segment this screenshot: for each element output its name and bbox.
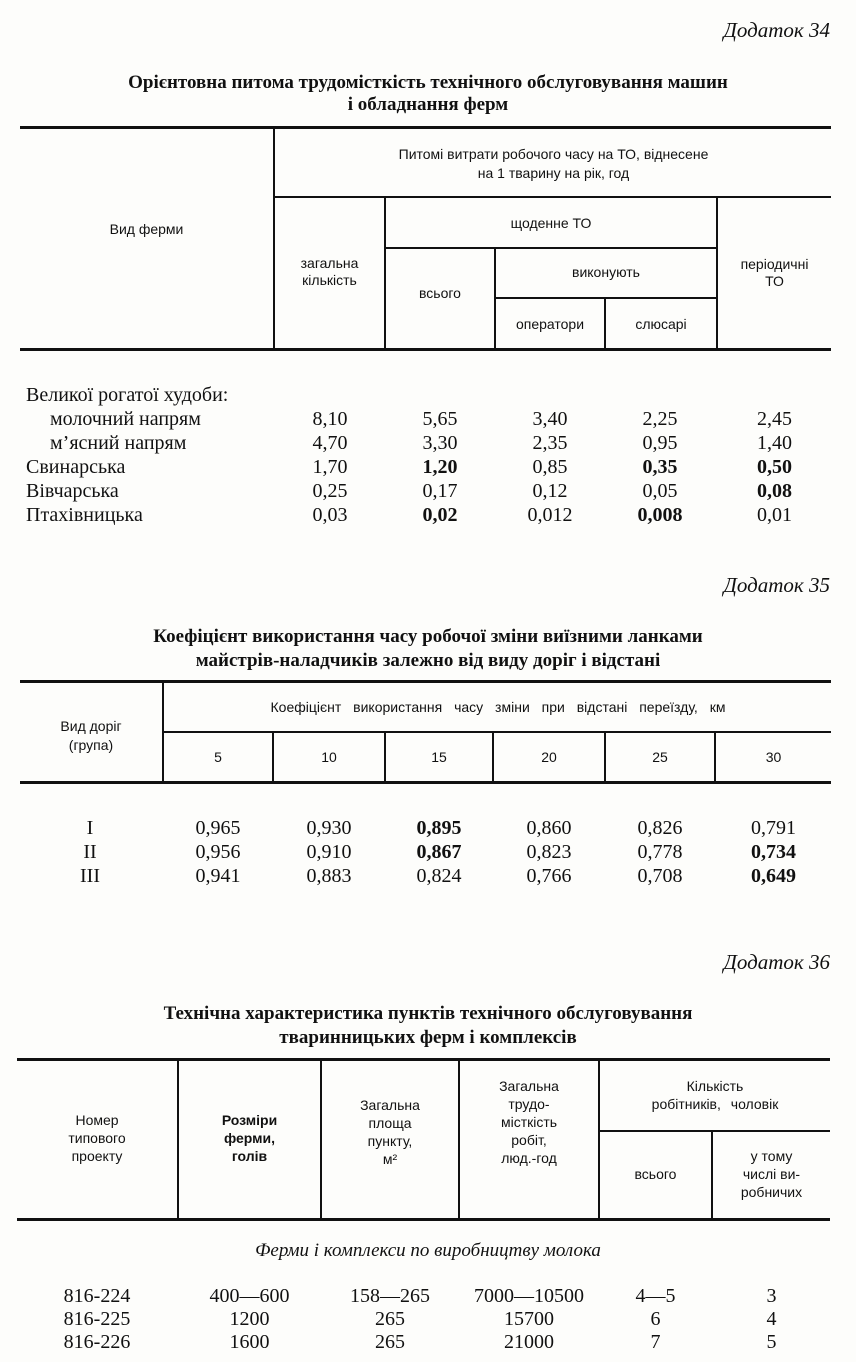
header-area-line4: м² (382, 1151, 398, 1167)
cell-fitters: 0,95 (642, 432, 678, 454)
cell-periodic: 0,01 (757, 504, 792, 526)
cell-all: 0,02 (422, 504, 458, 526)
header-project-line1: Номер (75, 1112, 119, 1128)
top-rule (20, 126, 831, 129)
cell-value: 0,778 (637, 841, 683, 863)
header-periodic-line2: ТО (765, 273, 784, 289)
cell-area: 265 (375, 1308, 405, 1330)
appendix-34-label: Додаток 34 (723, 18, 830, 42)
header-workers-line2: робітників, чоловік (651, 1096, 779, 1112)
appendix-34-title-line2: і обладнання ферм (347, 94, 509, 115)
header-labor-line1: Загальна (499, 1078, 559, 1094)
header-daily: щоденне ТО (510, 215, 592, 231)
cell-value: 0,860 (526, 817, 572, 839)
group-label: Великої рогатої худоби: (26, 384, 229, 406)
header-road-type-line2: (група) (68, 737, 114, 753)
cell-value: 0,895 (416, 817, 462, 839)
cell-all: 5,65 (422, 408, 458, 430)
row-name: м’ясний напрям (50, 432, 187, 454)
appendix-35-title-line1: Коефіцієнт використання часу робочої зміни виїзними ланками (153, 626, 703, 647)
divider (495, 297, 717, 299)
cell-all: 0,17 (422, 480, 458, 502)
cell-value: 0,867 (416, 841, 462, 863)
header-distance: 30 (765, 749, 782, 765)
divider (600, 1130, 830, 1132)
header-workers-all: всього (634, 1166, 677, 1182)
header-area-line3: пункту, (367, 1133, 413, 1149)
header-road-type-line1: Вид доріг (60, 718, 122, 734)
appendix-36-label: Додаток 36 (723, 950, 830, 974)
cell-area: 158—265 (350, 1285, 430, 1307)
header-area-line1: Загальна (360, 1097, 420, 1113)
section-subheading: Ферми і комплекси по виробництву молока (255, 1240, 601, 1261)
cell-value: 0,649 (751, 865, 796, 887)
cell-value: 0,824 (416, 865, 462, 887)
header-coefficient: Коефіцієнт використання часу зміни при відстані переїзду, км (270, 699, 726, 715)
header-specific-costs-line2: на 1 тварину на рік, год (477, 165, 630, 181)
cell-total: 0,03 (312, 504, 348, 526)
top-rule (17, 1058, 830, 1061)
header-project-line3: проекту (71, 1148, 123, 1164)
bottom-rule (20, 348, 831, 351)
cell-labor: 15700 (504, 1308, 554, 1330)
cell-value: 0,766 (526, 865, 572, 887)
header-distance: 25 (652, 749, 668, 765)
cell-value: 0,941 (195, 865, 241, 887)
cell-workers-all: 4—5 (635, 1285, 676, 1307)
header-size-line3: голів (231, 1148, 268, 1164)
header-labor-line3: місткість (500, 1114, 558, 1130)
cell-periodic: 1,40 (757, 432, 792, 454)
appendix-36-title-line1: Технічна характеристика пунктів технічного обслуговування (163, 1003, 693, 1024)
cell-value: 0,965 (195, 817, 241, 839)
divider (385, 247, 717, 249)
appendix-36-title-line2: тваринницьких ферм і комплексів (279, 1027, 577, 1048)
cell-operators: 2,35 (532, 432, 568, 454)
cell-value: 0,734 (751, 841, 796, 863)
bottom-rule (20, 781, 831, 784)
cell-workers-incl: 5 (766, 1331, 777, 1353)
header-labor-line4: робіт, (511, 1132, 547, 1148)
cell-area: 265 (375, 1331, 405, 1353)
cell-size: 1200 (229, 1308, 270, 1330)
row-name: Свинарська (26, 456, 126, 478)
row-name: Вівчарська (26, 480, 119, 502)
cell-size: 1600 (229, 1331, 270, 1353)
header-fitters: слюсарі (635, 316, 687, 332)
cell-group: III (80, 865, 100, 887)
cell-project: 816-225 (63, 1308, 131, 1330)
cell-value: 0,826 (637, 817, 683, 839)
cell-fitters: 2,25 (642, 408, 678, 430)
cell-total: 4,70 (312, 432, 348, 454)
cell-periodic: 0,50 (757, 456, 792, 478)
cell-size: 400—600 (209, 1285, 290, 1307)
cell-periodic: 0,08 (757, 480, 792, 502)
cell-total: 0,25 (312, 480, 348, 502)
cell-project: 816-224 (63, 1285, 131, 1307)
divider (163, 731, 831, 733)
cell-workers-all: 7 (650, 1331, 661, 1353)
header-distance: 20 (541, 749, 557, 765)
cell-value: 0,791 (751, 817, 796, 839)
cell-labor: 21000 (504, 1331, 554, 1353)
header-periodic-line1: періодичні (740, 256, 809, 272)
cell-all: 3,30 (422, 432, 458, 454)
header-distance: 10 (321, 749, 337, 765)
cell-fitters: 0,008 (637, 504, 683, 526)
header-area-line2: площа (368, 1115, 412, 1131)
cell-operators: 0,12 (532, 480, 568, 502)
cell-fitters: 0,35 (642, 456, 678, 478)
cell-value: 0,910 (306, 841, 352, 863)
header-incl-line3: робничих (740, 1184, 803, 1200)
column-divider (273, 128, 275, 349)
header-distance: 5 (214, 749, 222, 765)
header-distance: 15 (431, 749, 447, 765)
header-project-line2: типового (68, 1130, 126, 1146)
appendix-34-title-line1: Орієнтовна питома трудомісткість технічного обслуговування машин (128, 72, 728, 93)
header-size-line2: ферми, (223, 1130, 276, 1146)
cell-value: 0,930 (306, 817, 352, 839)
column-divider (162, 682, 164, 782)
cell-operators: 0,012 (527, 504, 573, 526)
row-name: молочний напрям (50, 408, 201, 430)
header-incl-line1: у тому (750, 1148, 793, 1164)
divider (274, 196, 831, 198)
cell-operators: 0,85 (532, 456, 568, 478)
cell-labor: 7000—10500 (474, 1285, 584, 1307)
appendix-35-label: Додаток 35 (723, 573, 830, 597)
header-size-line1: Розміри (221, 1112, 278, 1128)
top-rule (20, 680, 831, 683)
cell-fitters: 0,05 (642, 480, 678, 502)
cell-group: I (86, 817, 94, 839)
header-total-line1: загальна (300, 255, 359, 271)
header-workers-line1: Кількість (686, 1078, 744, 1094)
cell-project: 816-226 (63, 1331, 131, 1353)
header-incl-line2: числі ви- (742, 1166, 801, 1182)
cell-workers-all: 6 (650, 1308, 661, 1330)
header-operators: оператори (515, 316, 585, 332)
cell-periodic: 2,45 (757, 408, 792, 430)
cell-total: 1,70 (312, 456, 348, 478)
cell-operators: 3,40 (532, 408, 568, 430)
cell-group: II (83, 841, 97, 863)
cell-workers-incl: 3 (766, 1285, 777, 1307)
appendix-35-title-line2: майстрів-наладчиків залежно від виду доріг і відстані (195, 650, 661, 671)
bottom-rule (17, 1218, 830, 1221)
header-labor-line2: трудо- (508, 1096, 550, 1112)
header-performed-by: виконують (572, 264, 640, 280)
header-labor-line5: люд.-год (501, 1150, 557, 1166)
cell-value: 0,708 (637, 865, 683, 887)
cell-value: 0,956 (195, 841, 241, 863)
header-all: всього (419, 285, 461, 301)
cell-all: 1,20 (422, 456, 458, 478)
header-farm-type: Вид ферми (109, 221, 184, 237)
cell-value: 0,823 (526, 841, 572, 863)
header-specific-costs-line1: Питомі витрати робочого часу на ТО, віднесене (398, 146, 709, 162)
cell-total: 8,10 (312, 408, 348, 430)
cell-workers-incl: 4 (766, 1308, 777, 1330)
row-name: Птахівницька (26, 504, 143, 526)
header-total-line2: кількість (302, 272, 357, 288)
cell-value: 0,883 (306, 865, 352, 887)
